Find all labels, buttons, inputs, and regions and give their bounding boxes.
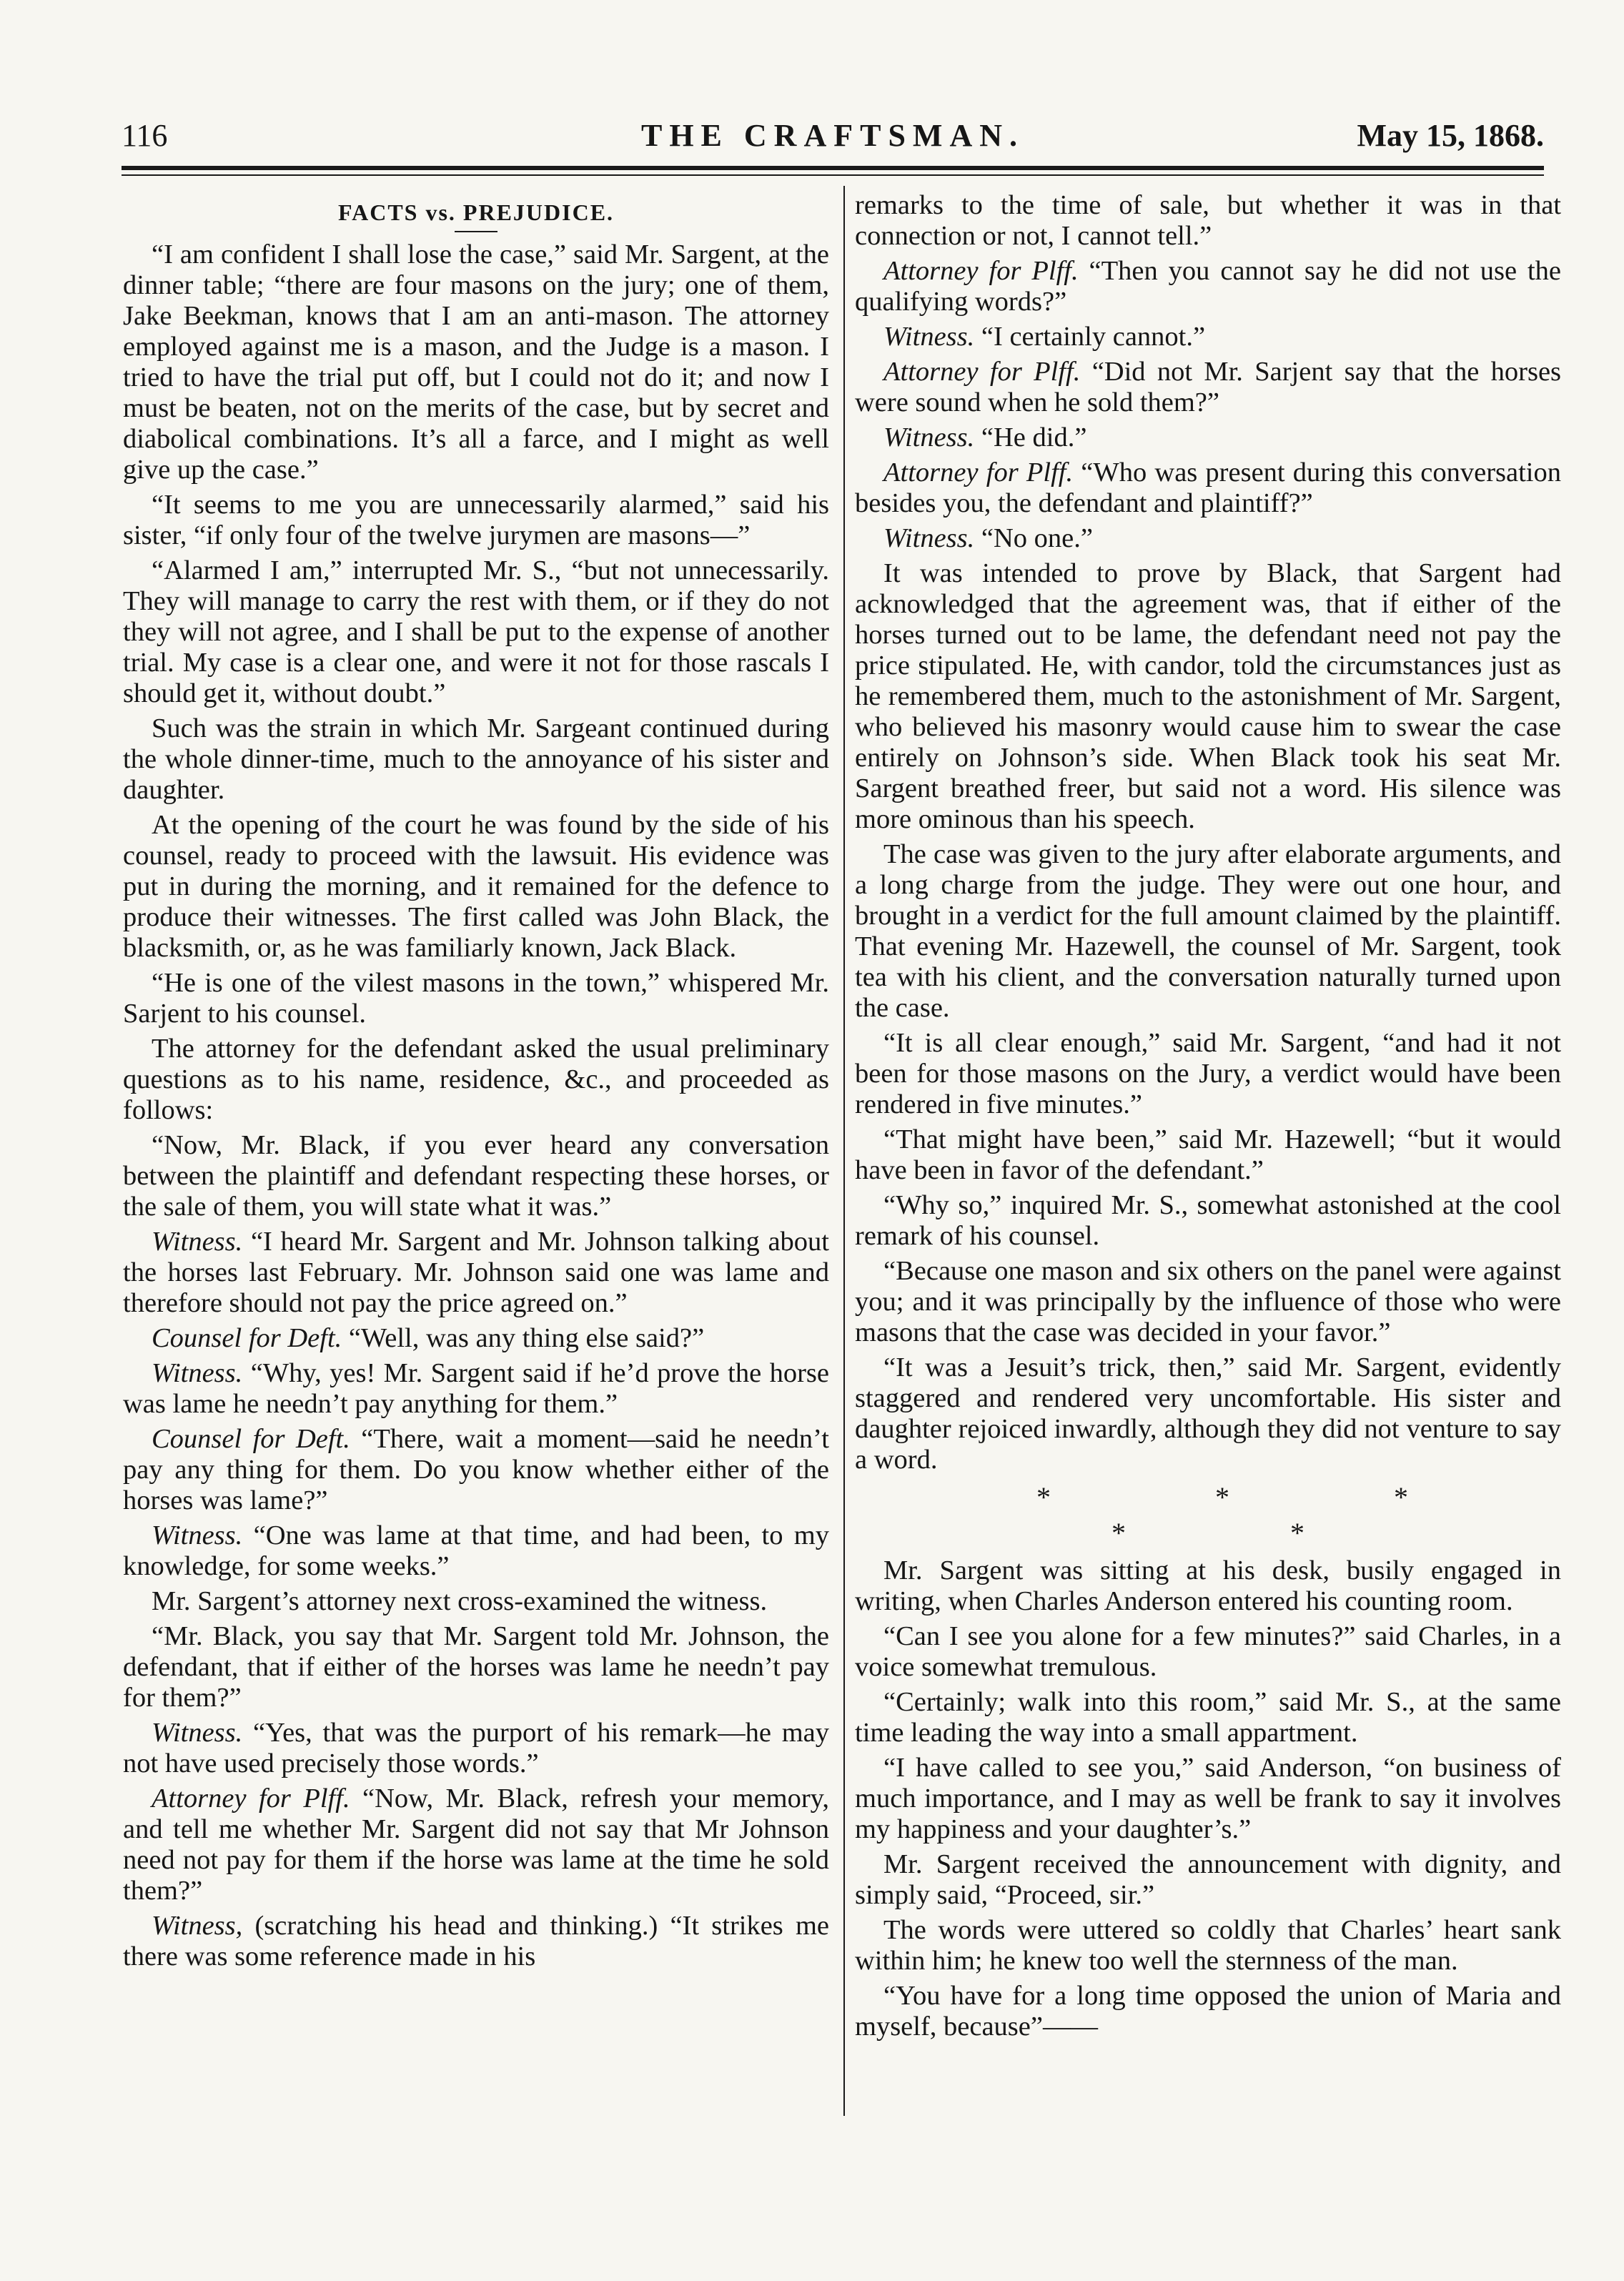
paragraph-text: “Did not Mr. Sarjent say that the horses were sound when he sold them?”	[855, 357, 1562, 417]
paragraph	[855, 357, 1561, 418]
paragraph-text: The attorney for the defendant asked the usual preliminary questions as to his name, residence, &c., and proceeded as follows:	[123, 1034, 829, 1125]
paragraph-text: “Why, yes! Mr. Sargent said if he’d prove the horse was lame he needn’t pay anything for them.”	[123, 1358, 830, 1419]
paragraph-text: “It seems to me you are unnecessarily alarmed,” said his sister, “if only four of the twelve jurymen are masons—”	[123, 490, 829, 550]
paragraph	[123, 1424, 829, 1516]
right-column-paragraphs	[855, 190, 1561, 2042]
paragraph-text: “I am confident I shall lose the case,” said Mr. Sargent, at the dinner table; “there are four masons on the jury; one of them, Jake Beekman, knows that I am an anti-mason. The attorney employed against me is a mason, and the Judge is a mason. I tried to have the trial put off, but I could not do it; and now I must be beaten, not on the merits of the case, but by secret and diabolical combinations. It’s all a farce, and I might as well give up the case.”	[123, 239, 829, 485]
speaker-label: Witness.	[152, 1227, 243, 1257]
article-heading: FACTS vs. PREJUDICE.	[337, 199, 615, 225]
paragraph-text: “Well, was any thing else said?”	[348, 1323, 705, 1353]
speaker-label: Witness.	[152, 1358, 243, 1388]
paragraph	[123, 810, 829, 964]
paragraph-text: “Then you cannot say he did not use the qualifying words?”	[855, 256, 1561, 317]
paragraph-text: “I certainly cannot.”	[981, 322, 1206, 352]
paragraph-text: “Certainly; walk into this room,” said Mr. S., at the same time leading the way into a small appartment.	[855, 1687, 1561, 1748]
paragraph	[123, 968, 829, 1029]
paragraph	[855, 1753, 1561, 1845]
speaker-label: Counsel for Deft.	[152, 1323, 342, 1353]
paragraph	[123, 1358, 829, 1420]
paragraph	[123, 1520, 829, 1582]
paragraph-text: “There, wait a moment—said he needn’t pay any thing for them. Do you know whether either of the horses was lame?”	[123, 1424, 829, 1515]
paragraph	[855, 422, 1561, 453]
paragraph-text: “I have called to see you,” said Anderson, “on business of much importance, and I may as well be frank to say it involves my happiness and your daughter’s.”	[855, 1753, 1561, 1844]
paragraph	[855, 457, 1561, 519]
speaker-label: Witness,	[152, 1911, 243, 1941]
paragraph	[855, 839, 1561, 1024]
speaker-label: Attorney for Plff.	[152, 1783, 350, 1814]
header-rule-thin	[122, 174, 1544, 176]
paragraph-text: “Mr. Black, you say that Mr. Sargent told Mr. Johnson, the defendant, that if either of the horses was lame he needn’t pay for them?”	[123, 1621, 829, 1713]
paragraph-text: “Because one mason and six others on the panel were against you; and it was principally by the influence of those who were masons that the case was decided in your favor.”	[855, 1256, 1561, 1347]
paragraph	[855, 1028, 1561, 1120]
publication-title: THE CRAFTSMAN.	[640, 118, 1025, 153]
paragraph-text: “You have for a long time opposed the union of Maria and myself, because”——	[855, 1981, 1561, 2042]
paragraph-text: “Why so,” inquired Mr. S., somewhat astonished at the cool remark of his counsel.	[855, 1190, 1561, 1251]
paragraph-text: “I heard Mr. Sargent and Mr. Johnson talking about the horses last February. Mr. Johnson said one was lame and therefore should not pay the price agreed on.”	[123, 1227, 829, 1318]
paragraph-text: “Can I see you alone for a few minutes?” said Charles, in a voice somewhat tremulous.	[855, 1621, 1561, 1682]
paragraph	[855, 190, 1561, 252]
paragraph	[123, 1911, 829, 1972]
paragraph	[855, 1352, 1561, 1475]
paragraph	[123, 490, 829, 551]
speaker-label: Witness.	[152, 1520, 243, 1550]
paragraph-text: “Now, Mr. Black, if you ever heard any conversation between the plaintiff and defendant respecting these horses, or the sale of them, you will state what it was.”	[123, 1130, 829, 1222]
speaker-label: Counsel for Deft.	[152, 1424, 350, 1454]
paragraph	[123, 1227, 829, 1319]
paragraph	[855, 256, 1561, 317]
paragraph-text: Mr. Sargent’s attorney next cross-examined the witness.	[152, 1586, 768, 1616]
paragraph	[855, 1849, 1561, 1911]
paragraph	[855, 523, 1561, 554]
paragraph	[855, 1124, 1561, 1186]
paragraph	[855, 1190, 1561, 1252]
paragraph-text: Mr. Sargent received the announcement with dignity, and simply said, “Proceed, sir.”	[855, 1849, 1561, 1910]
section-break-stars: * * * * *	[1036, 1481, 1487, 1549]
paragraph	[123, 1718, 829, 1779]
paragraph-text: “It is all clear enough,” said Mr. Sargent, “and had it not been for those masons on the Jury, a verdict would have been rendered in five minutes.”	[855, 1028, 1561, 1119]
paragraph	[123, 1130, 829, 1222]
paragraph	[855, 558, 1561, 835]
heading-rule	[455, 231, 497, 232]
paragraph	[855, 1621, 1561, 1683]
speaker-label: Witness.	[883, 523, 975, 553]
right-column	[855, 190, 1561, 2047]
speaker-label: Witness.	[883, 422, 975, 452]
masthead	[122, 114, 1544, 157]
paragraph	[855, 1256, 1561, 1348]
paragraph	[123, 1034, 829, 1126]
left-column-paragraphs	[123, 239, 829, 1972]
speaker-label: Attorney for Plff.	[883, 457, 1074, 488]
paragraph-text: The case was given to the jury after elaborate arguments, and a long charge from the judge. They were out one hour, and brought in a verdict for the full amount claimed by the plaintiff. That evening Mr. Hazewell, the counsel of Mr. Sargent, took tea with his client, and the conversation naturally turned upon the case.	[855, 839, 1561, 1023]
paragraph	[855, 1555, 1561, 1617]
paragraph	[855, 1687, 1561, 1748]
paragraph	[123, 239, 829, 485]
paragraph	[855, 1981, 1561, 2042]
paragraph-text: Mr. Sargent was sitting at his desk, busily engaged in writing, when Charles Anderson entered his counting room.	[855, 1555, 1561, 1616]
paragraph-text: Such was the strain in which Mr. Sargeant continued during the whole dinner-time, much to the annoyance of his sister and daughter.	[123, 713, 829, 805]
paragraph	[123, 1323, 829, 1354]
paragraph	[123, 1586, 829, 1617]
paragraph	[855, 322, 1561, 352]
speaker-label: Witness.	[152, 1718, 243, 1748]
paragraph-text: “That might have been,” said Mr. Hazewell; “but it would have been in favor of the defendant.”	[855, 1124, 1561, 1185]
paragraph	[123, 713, 829, 806]
speaker-label: Witness.	[883, 322, 975, 352]
paragraph	[123, 1621, 829, 1713]
paragraph-text: remarks to the time of sale, but whether it was in that connection or not, I cannot tell.”	[855, 190, 1561, 251]
paragraph-text: “No one.”	[981, 523, 1093, 553]
issue-date: May 15, 1868.	[1357, 118, 1544, 153]
paragraph-text: “Yes, that was the purport of his remark—he may not have used precisely those words.”	[123, 1718, 829, 1778]
page-number: 116	[122, 118, 168, 153]
paragraph	[123, 1783, 829, 1906]
paragraph-text: “Who was present during this conversation besides you, the defendant and plaintiff?”	[855, 457, 1562, 518]
paragraph-text: “Now, Mr. Black, refresh your memory, and tell me whether Mr. Sargent did not say that Mr Johnson need not pay for them if the horse was lame at the time he sold them?”	[123, 1783, 830, 1906]
left-column	[123, 190, 829, 1976]
paragraph	[855, 1915, 1561, 1976]
paragraph-text: It was intended to prove by Black, that Sargent had acknowledged that the agreement was, that if either of the horses turned out to be lame, the defendant need not pay the price stipulated. He, with candor, told the circumstances just as he remembered them, much to the astonishment of Mr. Sargent, who believed his masonry would cause him to swear the case entirely on Johnson’s side. When Black took his seat Mr. Sargent breathed freer, but said not a word. His silence was more ominous than his speech.	[855, 558, 1561, 834]
paragraph-text: “He did.”	[981, 422, 1087, 452]
paragraph-text: The words were uttered so coldly that Charles’ heart sank within him; he knew too well the sternness of the man.	[855, 1915, 1561, 1976]
paragraph-text: “Alarmed I am,” interrupted Mr. S., “but not unnecessarily. They will manage to carry the rest with them, or if they do not they will not agree, and I shall be put to the expense of another trial. My case is a clear one, and were it not for those rascals I should get it, without doubt.”	[123, 555, 829, 708]
paragraph-text: “He is one of the vilest masons in the town,” whispered Mr. Sarjent to his counsel.	[123, 968, 829, 1029]
speaker-label: Attorney for Plff.	[883, 357, 1081, 387]
speaker-label: Attorney for Plff.	[883, 256, 1079, 286]
paragraph	[123, 555, 829, 709]
paragraph-text: “It was a Jesuit’s trick, then,” said Mr. Sargent, evidently staggered and rendered very uncomfortable. His sister and daughter rejoiced inwardly, although they did not venture to say a word.	[855, 1352, 1561, 1475]
paragraph-text: “One was lame at that time, and had been, to my knowledge, for some weeks.”	[123, 1520, 829, 1581]
column-divider	[843, 186, 845, 2116]
paragraph-text: At the opening of the court he was found by the side of his counsel, ready to proceed with the lawsuit. His evidence was put in during the morning, and it remained for the defence to produce their witnesses. The first called was John Black, the blacksmith, or, as he was familiarly known, Jack Black.	[123, 810, 829, 963]
paragraph-text: (scratching his head and thinking.) “It strikes me there was some reference made in his	[123, 1911, 830, 1971]
header-rule-thick	[122, 166, 1544, 170]
